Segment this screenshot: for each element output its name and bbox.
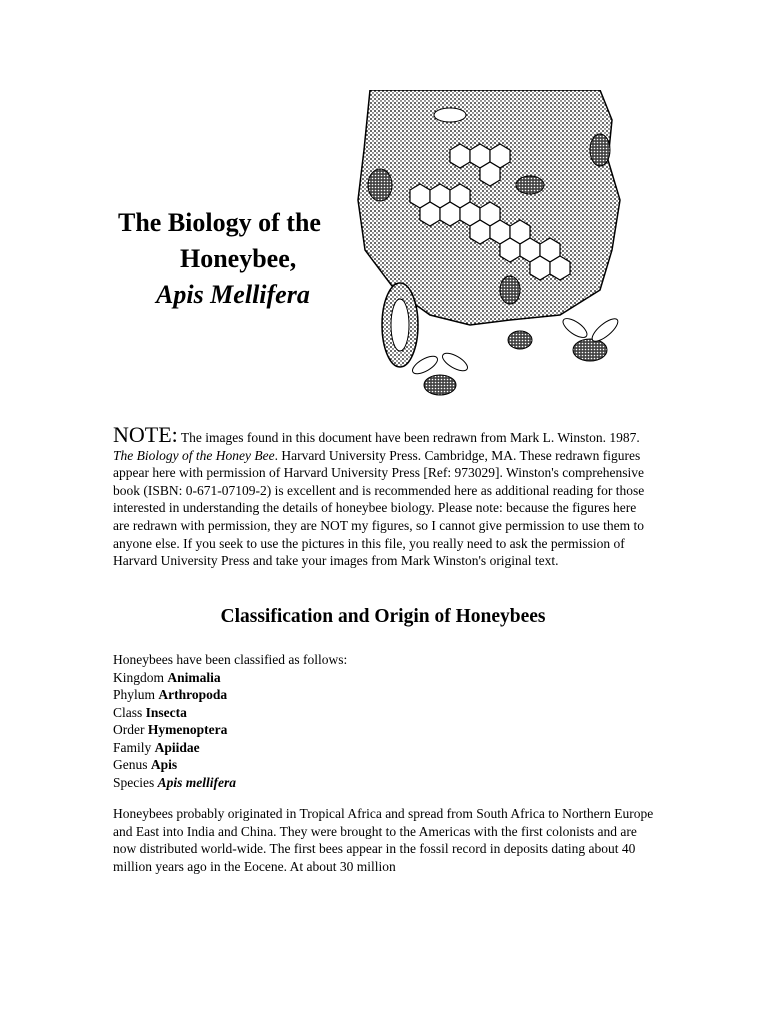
note-paragraph: [113, 422, 653, 570]
title-line-3: Apis Mellifera: [156, 280, 310, 309]
classification-row-order: Order Hymenoptera: [113, 722, 228, 737]
note-book-title: The Biology of the Honey Bee: [113, 447, 275, 463]
classification-intro: Honeybees have been classified as follows:: [113, 652, 348, 667]
note-text-1: The images found in this document have been redrawn from Mark L. Winston. 1987.: [177, 430, 640, 445]
classification-row-phylum: Phylum Arthropoda: [113, 687, 228, 702]
honeybee-comb-illustration: [350, 90, 662, 408]
honeybee-illustration-icon: [350, 90, 662, 408]
classification-row-genus: Genus Apis: [113, 757, 178, 772]
note-label: NOTE:: [113, 422, 178, 447]
section-heading: Classification and Origin of Honeybees: [220, 606, 546, 627]
classification-list: [113, 651, 653, 791]
classification-row-family: Family Apiidae: [113, 739, 200, 755]
classification-row-kingdom: Kingdom Animalia: [113, 669, 221, 685]
title-line-1: The Biology of the: [118, 208, 321, 237]
note-text-2: . Harvard University Press. Cambridge, MA. These redrawn figures appear here with permission of Harvard University Press [Ref: 973029]. Winston's comprehensive book (ISBN: 0-671-07109-2) is excellent and is recommended here as additional reading for those interested in understanding the details of honeybee biology. Please note: because the figures here are redrawn with permission, they are NOT my figures, so I cannot give permission to use them to anyone else. If you seek to use the pictures in this file, you really need to ask the permission of Harvard University Press and take your images from Mark Winston's original text.: [113, 447, 645, 569]
classification-row-class: Class Insecta: [113, 704, 187, 720]
title-line-2: Honeybee,: [180, 244, 297, 273]
document-title: [110, 205, 370, 313]
origin-paragraph: Honeybees probably originated in Tropical Africa and spread from South Africa to Northern Europe and East into India and China. They were brought to the Americas with the first colonists and are now distributed world-wide. The first bees appear in the fossil record in deposits dating about 40 million years ago in the Eocene. At about 30 million: [113, 806, 654, 874]
classification-row-species: Species Apis mellifera: [113, 774, 236, 790]
